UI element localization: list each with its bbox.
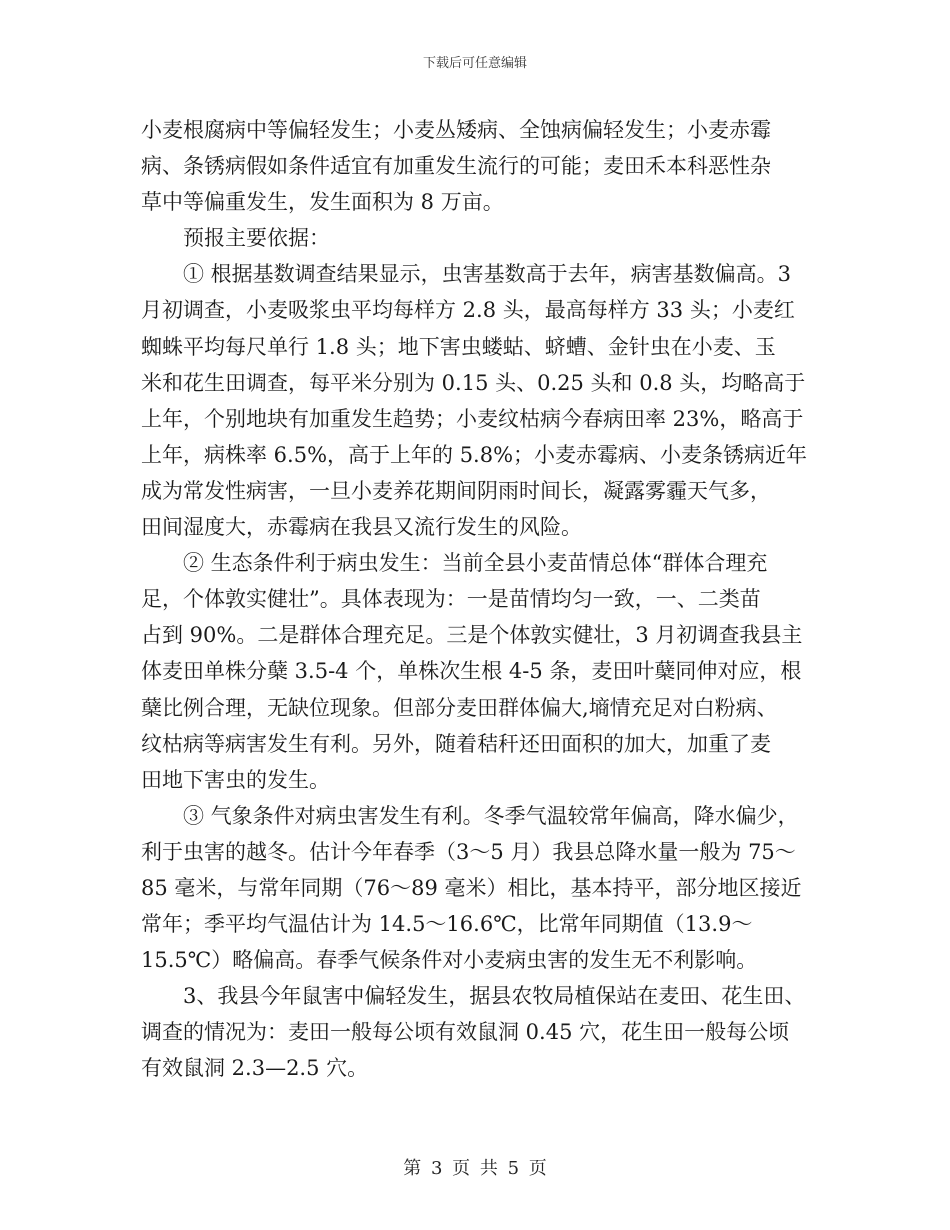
text-line: 月初调查，小麦吸浆虫平均每样方 2.8 头，最高每样方 33 头；小麦红 bbox=[141, 298, 795, 323]
text-line: 米和花生田调查，每平米分别为 0.15 头、0.25 头和 0.8 头，均略高于 bbox=[141, 370, 806, 395]
text-line: ② 生态条件利于病虫发生：当前全县小麦苗情总体“群体合理充 bbox=[183, 551, 768, 576]
text-line: ③ 气象条件对病虫害发生有利。冬季气温较常年偏高，降水偏少， bbox=[183, 803, 799, 828]
text-line: 成为常发性病害，一旦小麦养花期间阴雨时间长，凝露雾霾天气多， bbox=[141, 478, 771, 503]
page-header: 下载后可任意编辑 bbox=[422, 56, 527, 71]
text-line: ① 根据基数调查结果显示，虫害基数高于去年，病害基数偏高。3 bbox=[183, 262, 792, 287]
text-line: 调查的情况为：麦田一般每公顷有效鼠洞 0.45 穴，花生田一般每公顷 bbox=[141, 1020, 790, 1045]
text-line: 85 毫米，与常年同期（76～89 毫米）相比，基本持平，部分地区接近 bbox=[141, 875, 802, 900]
text-line: 病、条锈病假如条件适宜有加重发生流行的可能；麦田禾本科恶性杂 bbox=[141, 154, 771, 179]
section-heading: 预报主要依据： bbox=[183, 226, 330, 251]
text-line: 蜘蛛平均每尺单行 1.8 头；地下害虫蝼蛄、蛴螬、金针虫在小麦、玉 bbox=[141, 334, 776, 359]
text-line: 草中等偏重发生，发生面积为 8 万亩。 bbox=[141, 190, 504, 215]
text-line: 纹枯病等病害发生有利。另外，随着秸秆还田面积的加大，加重了麦 bbox=[141, 731, 771, 756]
text-line: 利于虫害的越冬。估计今年春季（3～5 月）我县总降水量一般为 75～ bbox=[141, 839, 796, 864]
text-line: 体麦田单株分蘖 3.5-4 个，单株次生根 4-5 条，麦田叶蘖同伸对应，根 bbox=[141, 659, 802, 684]
text-line: 上年，个别地块有加重发生趋势；小麦纹枯病今春病田率 23%，略高于 bbox=[141, 406, 804, 431]
text-line: 常年；季平均气温估计为 14.5～16.6℃，比常年同期值（13.9～ bbox=[141, 912, 753, 937]
text-line: 田间湿度大，赤霉病在我县又流行发生的风险。 bbox=[141, 515, 582, 540]
text-line: 3、我县今年鼠害中偏轻发生，据县农牧局植保站在麦田、花生田、 bbox=[183, 984, 806, 1009]
page-footer: 第 3 页 共 5 页 bbox=[403, 1158, 547, 1179]
text-line: 小麦根腐病中等偏轻发生；小麦丛矮病、全蚀病偏轻发生；小麦赤霉 bbox=[141, 118, 771, 142]
text-line: 占到 90%。二是群体合理充足。三是个体敦实健壮，3 月初调查我县主 bbox=[141, 623, 803, 648]
text-line: 有效鼠洞 2.3—2.5 穴。 bbox=[141, 1056, 369, 1081]
text-line: 上年，病株率 6.5%，高于上年的 5.8%；小麦赤霉病、小麦条锈病近年 bbox=[141, 442, 808, 467]
text-line: 足，个体敦实健壮”。具体表现为：一是苗情均匀一致，一、二类苗 bbox=[141, 587, 761, 612]
text-line: 田地下害虫的发生。 bbox=[141, 767, 330, 792]
text-line: 15.5℃）略偏高。春季气候条件对小麦病虫害的发生无不利影响。 bbox=[141, 948, 758, 973]
document-body bbox=[141, 112, 821, 1087]
text-line: 蘖比例合理，无缺位现象。但部分麦田群体偏大,墒情充足对白粉病、 bbox=[141, 695, 778, 720]
